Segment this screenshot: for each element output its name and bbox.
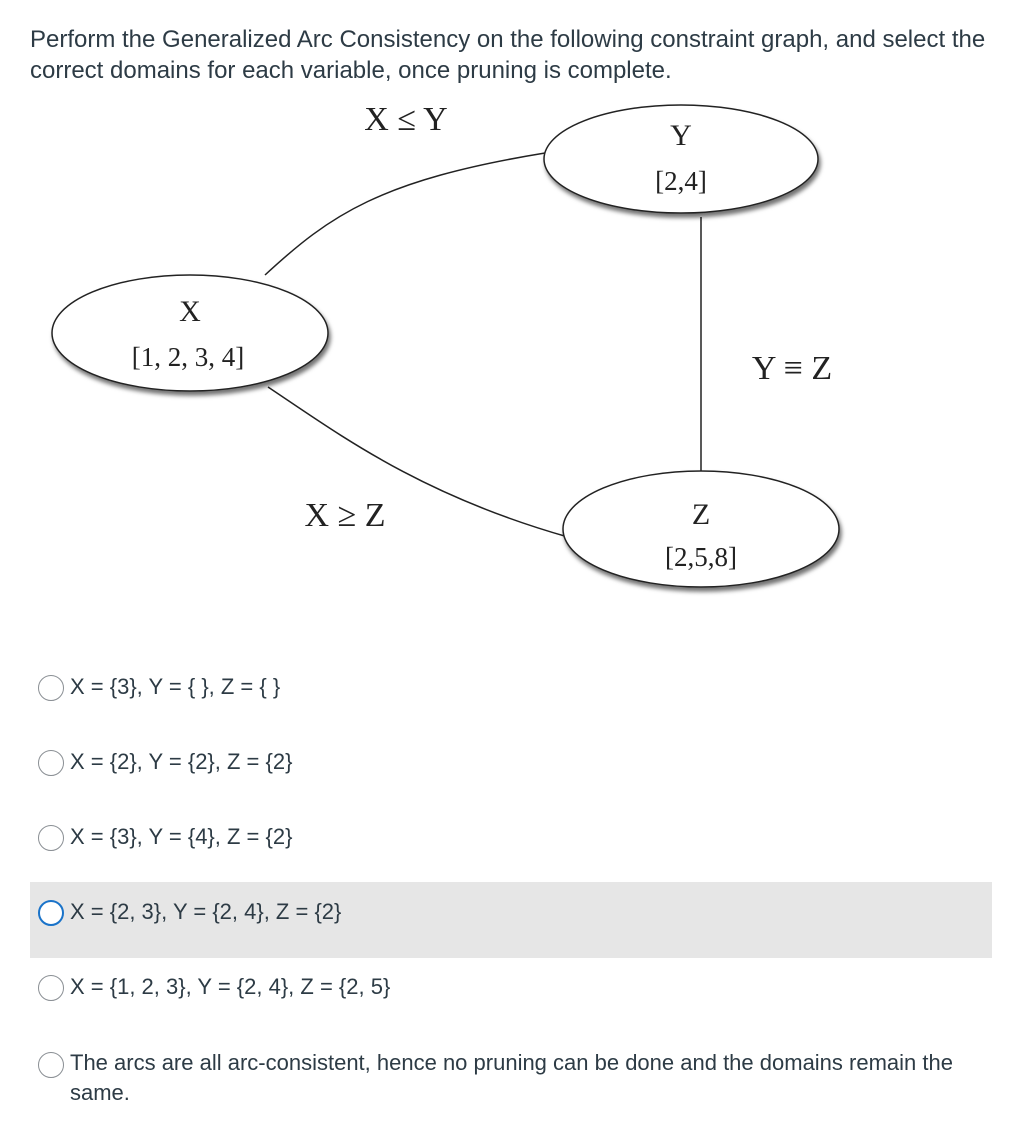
question-text: Perform the Generalized Arc Consistency on the following constraint graph, and select the correct domains for each variable, once pruning is complete. (30, 26, 986, 84)
answer-option[interactable] (30, 747, 992, 777)
answer-option[interactable] (30, 972, 992, 1002)
constraint-y-eq-z: Y ≡ Z (751, 350, 833, 387)
radio-button[interactable] (38, 900, 64, 926)
answer-label: X = {3}, Y = {4}, Z = {2} (70, 824, 293, 849)
answer-label: X = {3}, Y = { }, Z = { } (70, 674, 281, 699)
node-y-domain: [2,4] (655, 166, 707, 196)
node-z (563, 471, 839, 587)
node-z-name: Z (691, 498, 711, 531)
radio-button[interactable] (38, 1052, 64, 1078)
radio-button[interactable] (38, 675, 64, 701)
node-z-domain: [2,5,8] (665, 542, 737, 572)
node-x (52, 275, 328, 391)
node-x-name: X (179, 295, 201, 328)
constraint-x-le-y: X ≤ Y (364, 101, 448, 138)
radio-button[interactable] (38, 750, 64, 776)
answer-option[interactable] (30, 672, 992, 702)
answer-label: The arcs are all arc-consistent, hence no pruning can be done and the domains remain the same. (70, 1050, 953, 1105)
node-x-domain: [1, 2, 3, 4] (131, 342, 245, 372)
constraint-graph (0, 95, 1014, 615)
answer-label: X = {2, 3}, Y = {2, 4}, Z = {2} (70, 899, 342, 924)
radio-button[interactable] (38, 975, 64, 1001)
node-y-name: Y (670, 119, 692, 152)
answer-label: X = {2}, Y = {2}, Z = {2} (70, 749, 293, 774)
answer-label: X = {1, 2, 3}, Y = {2, 4}, Z = {2, 5} (70, 974, 391, 999)
edge-x-y (265, 153, 545, 275)
radio-button[interactable] (38, 825, 64, 851)
node-y (544, 105, 818, 213)
answer-option[interactable] (30, 822, 992, 852)
answer-option[interactable] (30, 1048, 992, 1108)
constraint-x-ge-z: X ≥ Z (304, 497, 386, 534)
answer-option-hovered[interactable] (30, 882, 992, 958)
